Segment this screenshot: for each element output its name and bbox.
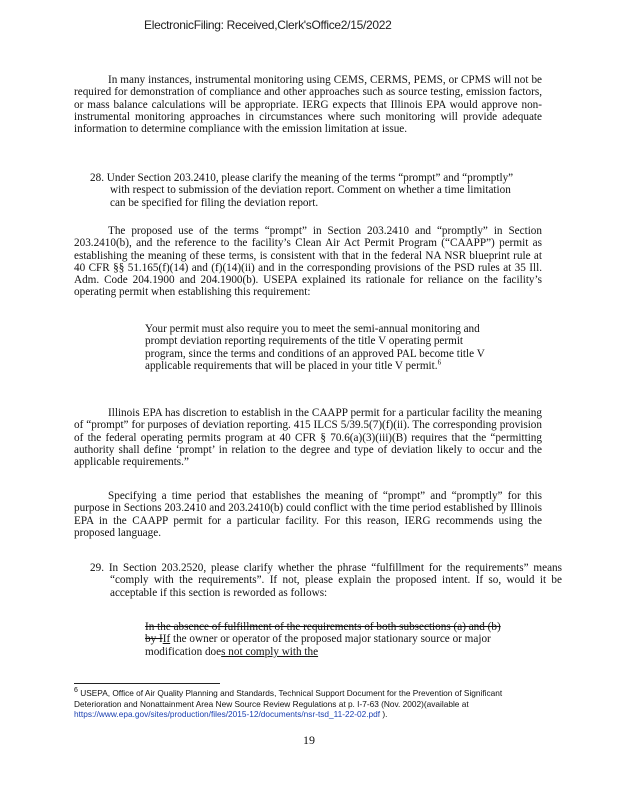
- question-text: In Section 203.2520, please clarify whether the phrase “fulfillment for the requirements” means “comply with the requirements”. If not, please explain the proposed intent. If so, would it be acceptable if this section is reworded as follows:: [108, 562, 563, 599]
- inserted-text: s not comply with the: [221, 645, 319, 658]
- filing-header: ElectronicFiling: Received,Clerk'sOffice2/15/2022: [144, 18, 392, 32]
- question-number: 28.: [90, 172, 104, 184]
- paragraph-recommendation: Specifying a time period that establishes the meaning of “prompt” and “promptly” for this purpose in Sections 203.2410 and 203.2410(b) could conflict with the time period established by Illinois EPA in the CAAPP permit for a particular facility. For this reason, IERG recommends using the proposed language.: [74, 490, 542, 539]
- question-28: [90, 172, 528, 209]
- footnote-ref: 6: [437, 358, 442, 367]
- footnote-link[interactable]: https://www.epa.gov/sites/production/files/2015-12/documents/nsr-tsd_11-22-02.pdf: [74, 709, 381, 719]
- struck-text: In the absence of fulfillment of the requirements of both subsections (a) and (b) by I: [145, 621, 501, 646]
- page-number: 19: [303, 733, 315, 747]
- paragraph-discretion: Illinois EPA has discretion to establish in the CAAPP permit for a particular facility the meaning of “prompt” for purposes of deviation reporting. 415 ILCS 5/39.5(7)(f)(ii). The corresponding provision of the federal operating permits program at 40 CFR § 70.6(a)(3)(iii)(B) requires that the “permitting authority shall define ‘prompt’ in relation to the degree and type of deviation likely to occur and the applicable requirements.”: [74, 407, 542, 469]
- paragraph-monitoring: In many instances, instrumental monitoring using CEMS, CERMS, PEMS, or CPMS will not be required for demonstration of compliance and other approaches such as source testing, emission factors, or mass balance calculations will be appropriate. IERG expects that Illinois EPA would approve non-instrumental monitoring approaches in circumstances where such monitoring will provide adequate information to determine compliance with the emission limitation at issue.: [74, 74, 542, 136]
- proposed-language: [145, 621, 505, 658]
- inserted-text: If: [162, 633, 171, 646]
- block-quote: Your permit must also require you to meet the semi-annual monitoring and prompt deviation reporting requirements of the title V operating permit program, since the terms and conditions of an approved PAL become title V applicable requirements that will be placed in your title V permit.$^6$: [145, 323, 485, 372]
- question-29: [90, 562, 562, 599]
- question-number: 29.: [90, 562, 104, 574]
- footnote-marker: 6: [74, 687, 78, 695]
- proposed-text: the owner or operator of the proposed major stationary source or major modification doe: [145, 633, 491, 658]
- footnote-divider: [74, 683, 220, 684]
- footnote: $^6$ USEPA, Office of Air Quality Planning and Standards, Technical Support Document for the Prevention of Significant Deterioration and Nonattainment Area New Source Review Regulations at p. I-7-63 (Nov. 2002)(available at https://www.epa.gov/sites/production/files/2015-12/documents/nsr-tsd_11-22-02.pdf ).: [74, 687, 503, 719]
- paragraph-prompt-usage: The proposed use of the terms “prompt” in Section 203.2410 and “promptly” in Section 203.2410(b), and the reference to the facility’s Clean Air Act Permit Program (“CAAPP”) permit as establishing the meaning of these terms, is consistent with that in the federal NA NSR blueprint rule at 40 CFR §§ 51.165(f)(14) and (f)(14)(ii) and in the corresponding provisions of the PSD rules at 35 Ill. Adm. Code 204.1900 and 204.1900(b). USEPA explained its rationale for reliance on the facility’s operating permit when establishing this requirement:: [74, 225, 542, 299]
- question-text: Under Section 203.2410, please clarify the meaning of the terms “prompt” and “promptly” with respect to submission of the deviation report. Comment on whether a time limitation can be specified for filing the deviation report.: [106, 172, 514, 209]
